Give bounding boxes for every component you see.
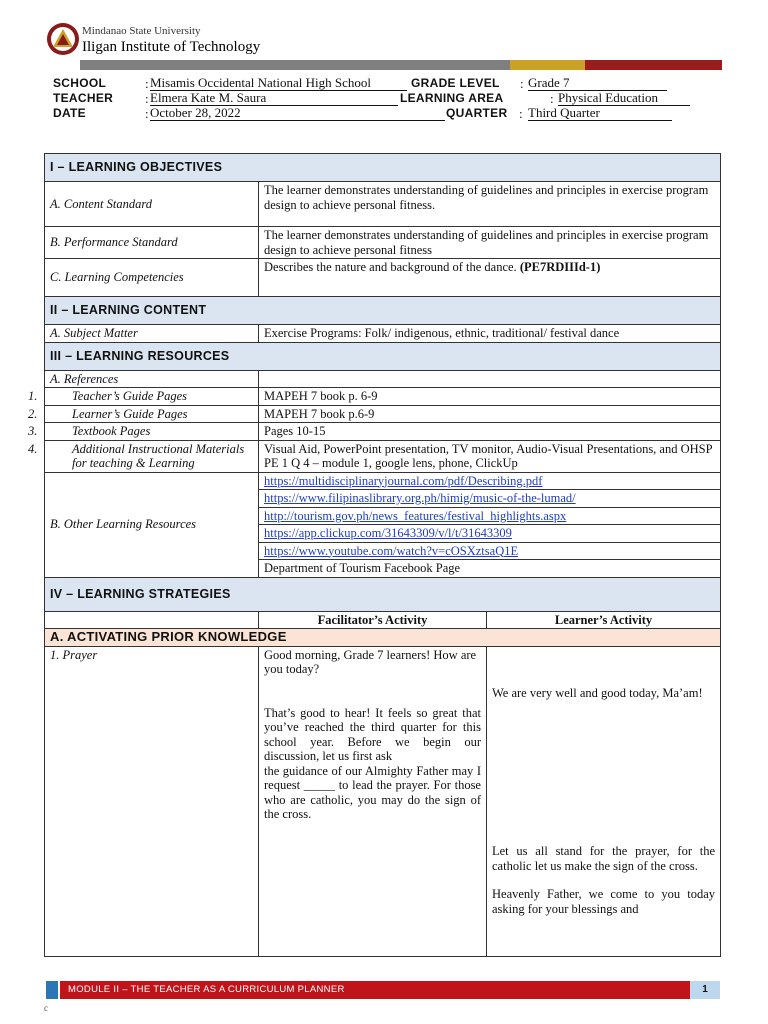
- objectives-heading: I – LEARNING OBJECTIVES: [45, 154, 721, 182]
- textbook-row: [45, 423, 721, 441]
- facilitator-column-header: Facilitator’s Activity: [259, 611, 487, 629]
- school-label: SCHOOL: [53, 76, 107, 90]
- references-label: A. References: [45, 370, 259, 388]
- learners-guide-value: MAPEH 7 book p.6-9: [259, 405, 721, 423]
- teachers-guide-label: [28, 388, 259, 406]
- learner-prayer-text: Heavenly Father, we come to you today asking for your blessings and: [492, 887, 716, 916]
- list-number: 4.: [28, 441, 38, 456]
- list-number: 3.: [28, 424, 38, 438]
- subject-matter-text: Exercise Programs: Folk/ indigenous, ethnic, traditional/ festival dance: [259, 325, 721, 343]
- references-value: [259, 370, 721, 388]
- learners-guide-label: [28, 405, 259, 423]
- strategies-heading: IV – LEARNING STRATEGIES: [45, 577, 721, 611]
- facilitator-activity-cell: [259, 646, 487, 956]
- activating-heading: A. ACTIVATING PRIOR KNOWLEDGE: [45, 629, 721, 647]
- header-bar-gold: [510, 60, 585, 70]
- blank-header-cell: [45, 611, 259, 629]
- competency-row: [45, 259, 721, 297]
- spacer: [492, 648, 715, 686]
- additional-materials-value: Visual Aid, PowerPoint presentation, TV monitor, Audio-Visual Presentations, and OHSP PE 1 Q 4 – module 1, google lens, phone, ClickUp: [259, 440, 721, 472]
- textbook-value: Pages 10-15: [259, 423, 721, 441]
- content-standard-label: A. Content Standard: [45, 182, 259, 227]
- competency-label: C. Learning Competencies: [45, 259, 259, 297]
- additional-materials-label-text: Additional Instructional Materials for teaching & Learning: [72, 441, 245, 470]
- resource-link-1[interactable]: https://multidisciplinaryjournal.com/pdf/Describing.pdf: [264, 473, 543, 488]
- msu-iit-logo: [46, 22, 80, 56]
- footer-blue-tab: [46, 981, 58, 999]
- additional-materials-label: [28, 440, 259, 472]
- link-row: [259, 525, 720, 543]
- footer-module-bar: MODULE II – THE TEACHER AS A CURRICULUM PLANNER: [60, 981, 690, 999]
- strategies-column-header-row: [45, 611, 721, 629]
- date-label: DATE: [53, 106, 86, 120]
- prayer-label: 1. Prayer: [45, 646, 259, 956]
- performance-standard-label: B. Performance Standard: [45, 227, 259, 259]
- resource-link-3[interactable]: http://tourism.gov.ph/news_features/festival_highlights.aspx: [264, 508, 567, 523]
- header-bar-gray: [80, 60, 510, 70]
- strategies-section-row: [45, 577, 721, 611]
- content-standard-text: The learner demonstrates understanding of guidelines and principles in exercise program design to achieve personal fitness.: [259, 182, 721, 227]
- teachers-guide-value: MAPEH 7 book p. 6-9: [259, 388, 721, 406]
- facilitator-greeting: Good morning, Grade 7 learners! How are you today?: [264, 647, 477, 676]
- activating-row: [45, 629, 721, 647]
- content-heading: II – LEARNING CONTENT: [45, 297, 721, 325]
- resources-heading: III – LEARNING RESOURCES: [45, 342, 721, 370]
- grade-label: GRADE LEVEL: [411, 76, 500, 90]
- objectives-section-row: [45, 154, 721, 182]
- link-row: [259, 473, 720, 491]
- school-value: Misamis Occidental National High School: [150, 76, 407, 91]
- university-name: Mindanao State University: [82, 25, 201, 37]
- subject-matter-label: A. Subject Matter: [45, 325, 259, 343]
- grade-value: Grade 7: [528, 76, 667, 91]
- link-row: [259, 508, 720, 526]
- resource-link-2[interactable]: https://www.filipinaslibrary.org.ph/himig/music-of-the-lumad/: [264, 491, 576, 505]
- content-section-row: [45, 297, 721, 325]
- teacher-value: Elmera Kate M. Saura: [150, 91, 398, 106]
- learners-guide-row: [45, 405, 721, 423]
- learner-response: We are very well and good today, Ma’am!: [492, 685, 703, 700]
- spacer: [492, 700, 715, 844]
- other-resources-label: B. Other Learning Resources: [45, 472, 259, 577]
- spacer: [492, 873, 715, 887]
- date-value: October 28, 2022: [150, 106, 445, 121]
- colon: :: [519, 106, 523, 121]
- teachers-guide-row: [45, 388, 721, 406]
- other-resources-cell: [259, 472, 721, 577]
- competency-text: Describes the nature and background of the dance.: [264, 260, 517, 274]
- list-number: 1.: [28, 389, 38, 403]
- learners-guide-label-text: Learner’s Guide Pages: [72, 406, 188, 421]
- colon: :: [145, 91, 149, 106]
- references-row: [45, 370, 721, 388]
- learning-area-label: LEARNING AREA: [400, 91, 504, 105]
- facilitator-intro: That’s good to hear! It feels so great that you’ve reached the third quarter for this school year. Before we begin our discussion, let us first ask: [264, 705, 481, 763]
- spacer: [264, 677, 481, 706]
- learner-column-header: Learner’s Activity: [487, 611, 721, 629]
- resource-link-5[interactable]: https://www.youtube.com/watch?v=cOSXztsaQ1E: [264, 543, 519, 558]
- colon: :: [550, 91, 554, 106]
- other-resources-text: Department of Tourism Facebook Page: [264, 561, 461, 575]
- resource-link-4[interactable]: https://app.clickup.com/31643309/v/l/t/31643309: [264, 526, 512, 540]
- header-bar-red: [585, 60, 722, 70]
- additional-materials-row: [45, 440, 721, 472]
- colon: :: [145, 76, 149, 91]
- learning-area-value: Physical Education: [558, 91, 690, 106]
- textbook-label-text: Textbook Pages: [72, 424, 151, 438]
- colon: :: [520, 76, 524, 91]
- resources-section-row: [45, 342, 721, 370]
- competency-cell: [259, 259, 721, 297]
- subject-matter-row: [45, 325, 721, 343]
- institute-name: Iligan Institute of Technology: [82, 39, 261, 55]
- learner-prayer-intro: Let us all stand for the prayer, for the catholic let us make the sign of the cross.: [492, 844, 716, 873]
- quarter-label: QUARTER: [446, 106, 508, 120]
- textbook-label: [28, 423, 259, 441]
- footer-page-number: 1: [690, 981, 720, 999]
- colon: :: [145, 106, 149, 121]
- link-row: [259, 490, 720, 508]
- learner-activity-cell: [487, 646, 721, 956]
- facilitator-prayer-request: the guidance of our Almighty Father may I request _____ to lead the prayer. For those who are catholic, you may do the sign of the cross.: [264, 763, 481, 821]
- performance-standard-text: The learner demonstrates understanding of guidelines and principles in exercise program design to achieve personal fitness: [259, 227, 721, 259]
- content-standard-row: [45, 182, 721, 227]
- teachers-guide-label-text: Teacher’s Guide Pages: [72, 389, 188, 403]
- prayer-row: [45, 646, 721, 956]
- footer-mark: c: [44, 1003, 48, 1013]
- competency-code: (PE7RDIIId-1): [519, 260, 601, 274]
- lesson-plan-table: [28, 153, 721, 957]
- other-resources-row: [45, 472, 721, 577]
- quarter-value: Third Quarter: [528, 106, 672, 121]
- teacher-label: TEACHER: [53, 91, 114, 105]
- list-number: 2.: [28, 406, 38, 421]
- link-row: [259, 543, 720, 561]
- performance-standard-row: [45, 227, 721, 259]
